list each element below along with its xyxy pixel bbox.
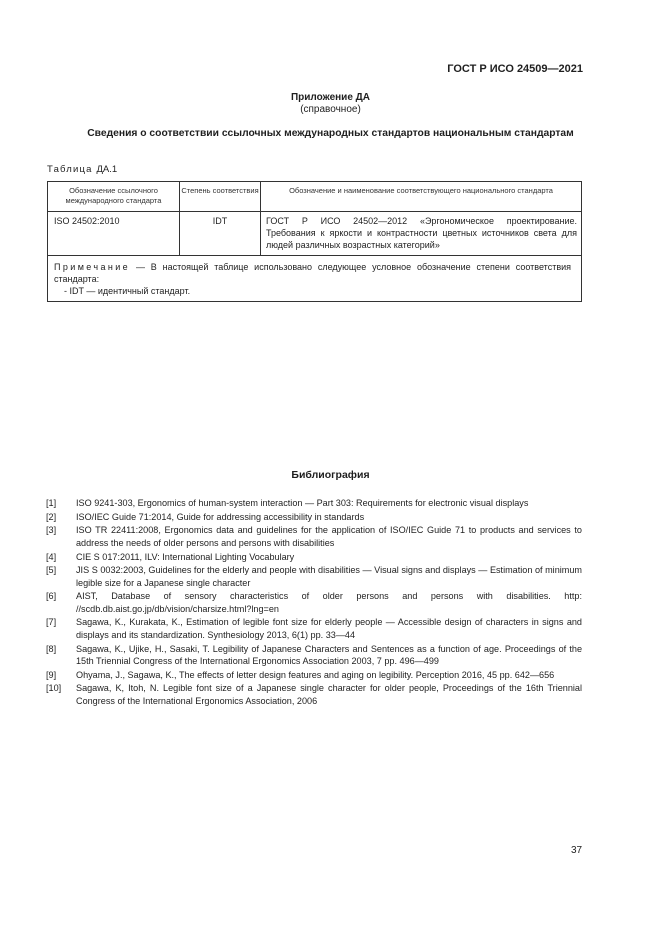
ref-number: [4] bbox=[46, 551, 57, 562]
list-item bbox=[46, 524, 582, 549]
cell-degree: IDT bbox=[180, 212, 261, 255]
ref-number: [1] bbox=[46, 498, 57, 508]
list-item bbox=[46, 643, 582, 668]
annex-title: Приложение ДА bbox=[290, 92, 371, 103]
ref-text: AIST, Database of sensory characteristics of older persons and persons with disabilities. http: //scdb.db.aist.go.jp/db/vision/charsize.html?lng=en bbox=[76, 591, 582, 614]
list-item bbox=[46, 511, 582, 523]
ref-text: Sagawa, K., Ujike, H., Sasaki, T. Legibility of Japanese Characters and Sentences as a function of age. Proceedings of the 15th Triennial Congress of the International Ergonomics Association 2003, 7 pp. 496—499 bbox=[76, 643, 582, 666]
table-header-row bbox=[48, 182, 581, 212]
ref-number: [3] bbox=[46, 525, 57, 536]
cell-national-standard: ГОСТ Р ИСО 24502—2012 «Эргономическое проектирование. Требования к яркости и контрастности цветных источников света для людей различных возрастных категорий» bbox=[266, 216, 577, 250]
list-item bbox=[46, 669, 582, 681]
table-caption bbox=[47, 164, 117, 175]
column-header-national: Обозначение и наименование соответствующего национального стандарта bbox=[289, 186, 553, 195]
table-caption-label: Таблица bbox=[47, 164, 93, 175]
note-label: Примечание bbox=[54, 262, 131, 272]
ref-number: [10] bbox=[46, 683, 62, 694]
table-caption-number: ДА.1 bbox=[96, 164, 118, 175]
list-item bbox=[46, 590, 582, 615]
ref-text: ISO/IEC Guide 71:2014, Guide for addressing accessibility in standards bbox=[76, 511, 365, 522]
column-header-intl: Обозначение ссылочного международного стандарта bbox=[48, 182, 180, 211]
cell-intl-standard: ISO 24502:2010 bbox=[48, 212, 180, 255]
ref-number: [2] bbox=[46, 511, 57, 522]
section-title: Сведения о соответствии ссылочных международных стандартов национальным стандартам bbox=[87, 128, 574, 139]
ref-text: Sagawa, K, Itoh, N. Legible font size of a Japanese single character for older people, Proceedings of the 16th Triennial Congress of the International Ergonomics Association, 2006 bbox=[76, 683, 582, 706]
ref-number: [6] bbox=[46, 591, 57, 602]
correspondence-table bbox=[47, 181, 582, 302]
table-row bbox=[48, 212, 581, 256]
list-item bbox=[46, 551, 582, 563]
ref-text: ISO 9241-303, Ergonomics of human-system interaction — Part 303: Requirements for electronic visual displays bbox=[76, 498, 529, 508]
ref-number: [9] bbox=[46, 669, 57, 680]
ref-text: Sagawa, K., Kurakata, K., Estimation of legible font size for elderly people — Accessible design of characters in signs and displays and its standardization. Synthesiology 2013, 6(1) pp. 33—44 bbox=[76, 617, 582, 640]
annex-subtitle: (справочное) bbox=[300, 104, 361, 115]
list-item bbox=[46, 616, 582, 641]
annex-heading bbox=[0, 92, 661, 116]
ref-number: [7] bbox=[46, 617, 57, 628]
list-item bbox=[46, 497, 582, 509]
note-text: — В настоящей таблице использовано следующее условное обозначение степени соответствия стандарта: bbox=[54, 262, 571, 284]
note-item: - IDT — идентичный стандарт. bbox=[64, 286, 191, 296]
list-item bbox=[46, 564, 582, 589]
table-note bbox=[48, 256, 581, 301]
bibliography-list bbox=[46, 497, 582, 708]
ref-text: Ohyama, J., Sagawa, K., The effects of letter design features and aging on legibility. Perception 2016, 45 pp. 642—656 bbox=[76, 669, 555, 680]
ref-number: [5] bbox=[46, 565, 57, 576]
page-number: 37 bbox=[571, 845, 583, 856]
ref-text: CIE S 017:2011, ILV: International Lighting Vocabulary bbox=[76, 551, 295, 562]
ref-number: [8] bbox=[46, 643, 57, 654]
bibliography-title: Библиография bbox=[291, 469, 370, 481]
list-item bbox=[46, 682, 582, 707]
ref-text: JIS S 0032:2003, Guidelines for the elderly and people with disabilities — Visual signs and displays — Estimation of minimum legible size for a Japanese single character bbox=[76, 565, 582, 588]
column-header-degree: Степень соответствия bbox=[180, 182, 261, 211]
ref-text: ISO TR 22411:2008, Ergonomics data and guidelines for the application of ISO/IEC Guide 71 to products and services to address the needs of older persons and persons with disabilities bbox=[76, 525, 582, 548]
document-code-header: ГОСТ Р ИСО 24509—2021 bbox=[447, 63, 583, 75]
